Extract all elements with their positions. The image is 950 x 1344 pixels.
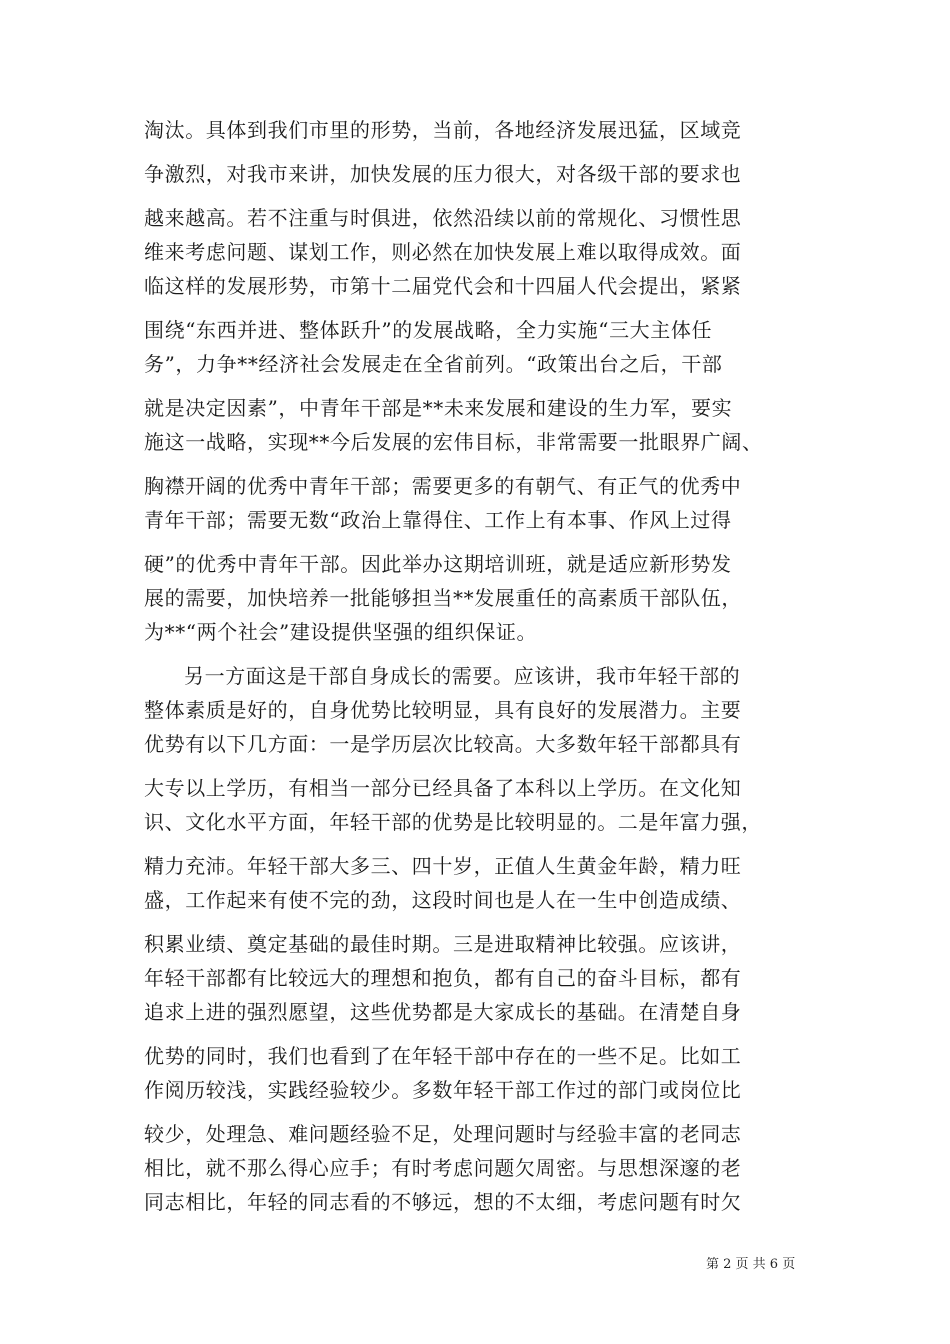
- text-line: 盛，工作起来有使不完的劲，这段时间也是人在一生中创造成绩、: [144, 888, 742, 912]
- text-line: 青年干部；需要无数“政治上靠得住、工作上有本事、作风上过得: [144, 508, 732, 532]
- text-line: 优势有以下几方面：一是学历层次比较高。大多数年轻干部都具有: [144, 732, 742, 756]
- text-line: 相比，就不那么得心应手；有时考虑问题欠周密。与思想深邃的老: [144, 1156, 742, 1180]
- text-line: 作阅历较浅，实践经验较少。多数年轻干部工作过的部门或岗位比: [144, 1078, 742, 1102]
- text-line: 整体素质是好的，自身优势比较明显，具有良好的发展潜力。主要: [144, 698, 742, 722]
- text-line: 越来越高。若不注重与时俱进，依然沿续以前的常规化、习惯性思: [144, 206, 742, 230]
- text-line: 精力充沛。年轻干部大多三、四十岁，正值人生黄金年龄，精力旺: [144, 854, 742, 878]
- text-line: 识、文化水平方面，年轻干部的优势是比较明显的。二是年富力强，: [144, 810, 762, 834]
- text-line: 积累业绩、奠定基础的最佳时期。三是进取精神比较强。应该讲，: [144, 932, 742, 956]
- text-line: 年轻干部都有比较远大的理想和抱负，都有自己的奋斗目标，都有: [144, 966, 742, 990]
- text-line: 务”，力争**经济社会发展走在全省前列。“政策出台之后，干部: [144, 352, 723, 376]
- text-line: 优势的同时，我们也看到了在年轻干部中存在的一些不足。比如工: [144, 1044, 742, 1068]
- text-line: 大专以上学历，有相当一部分已经具备了本科以上学历。在文化知: [144, 776, 742, 800]
- text-line: 维来考虑问题、谋划工作，则必然在加快发展上难以取得成效。面: [144, 240, 742, 264]
- text-line: 围绕“东西并进、整体跃升”的发展战略，全力实施“三大主体任: [144, 318, 713, 342]
- text-line: 同志相比，年轻的同志看的不够远，想的不太细，考虑问题有时欠: [144, 1190, 742, 1214]
- text-line: 展的需要，加快培养一批能够担当**发展重任的高素质干部队伍，: [144, 586, 742, 610]
- text-line: 淘汰。具体到我们市里的形势，当前，各地经济发展迅猛，区域竞: [144, 118, 742, 142]
- text-line: 施这一战略，实现**今后发展的宏伟目标，非常需要一批眼界广阔、: [144, 430, 763, 454]
- text-line: 临这样的发展形势，市第十二届党代会和十四届人代会提出，紧紧: [144, 274, 742, 298]
- text-line: 较少，处理急、难问题经验不足，处理问题时与经验丰富的老同志: [144, 1122, 742, 1146]
- text-line: 为**“两个社会”建设提供坚强的组织保证。: [144, 620, 538, 644]
- text-line: 硬”的优秀中青年干部。因此举办这期培训班，就是适应新形势发: [144, 552, 732, 576]
- text-line: 胸襟开阔的优秀中青年干部；需要更多的有朝气、有正气的优秀中: [144, 474, 742, 498]
- text-line: 就是决定因素”，中青年干部是**未来发展和建设的生力军，要实: [144, 396, 733, 420]
- paragraph-start-line: 另一方面这是干部自身成长的需要。应该讲，我市年轻干部的: [184, 664, 741, 688]
- text-line: 追求上进的强烈愿望，这些优势都是大家成长的基础。在清楚自身: [144, 1000, 742, 1024]
- page-number: 第 2 页 共 6 页: [706, 1257, 796, 1272]
- text-line: 争激烈，对我市来讲，加快发展的压力很大，对各级干部的要求也: [144, 162, 742, 186]
